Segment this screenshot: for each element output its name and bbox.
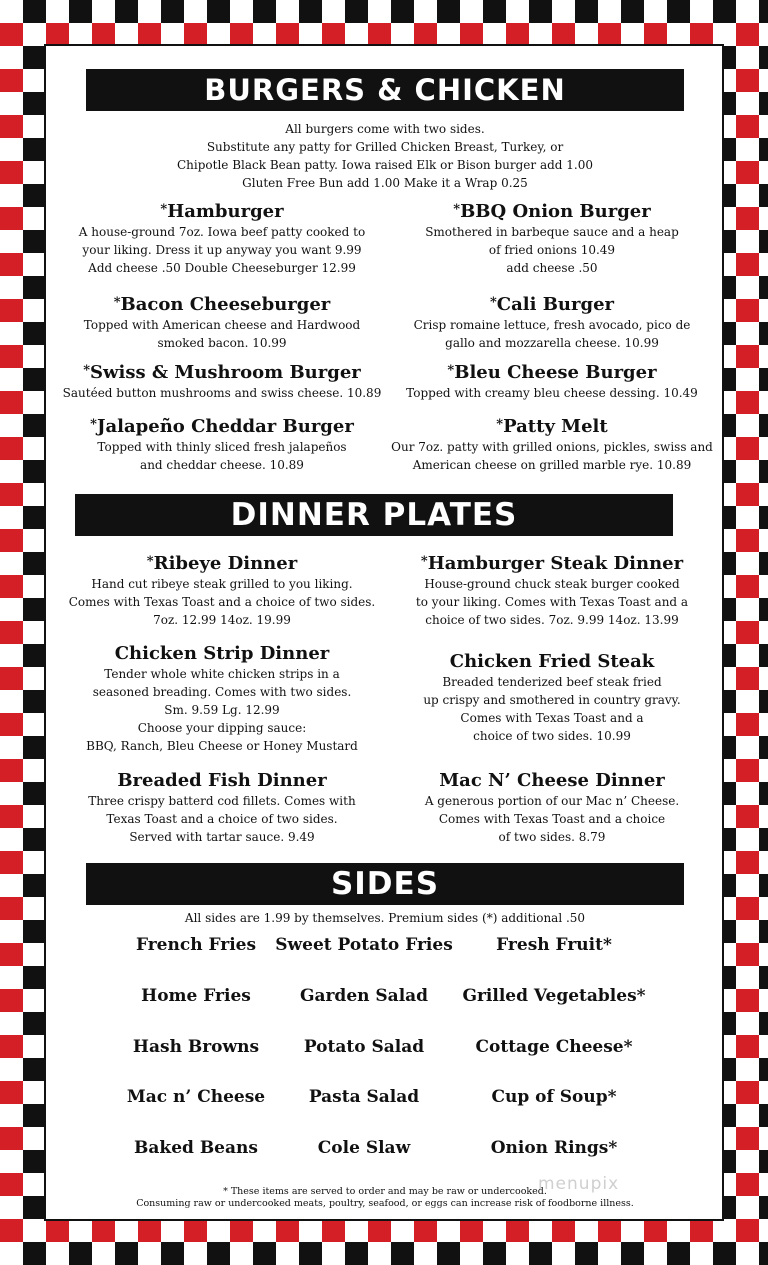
menu-item-chicken-fried-steak bbox=[382, 649, 722, 745]
item-desc: Comes with Texas Toast and a choice of two sides. bbox=[68, 595, 376, 609]
menu-item-jalapeno-cheddar-burger bbox=[52, 414, 392, 474]
item-name bbox=[52, 768, 392, 792]
side-item: Cottage Cheese* bbox=[475, 1037, 633, 1057]
menu-item-breaded-fish-dinner bbox=[52, 768, 392, 846]
item-desc: Breaded tenderized beef steak fried bbox=[442, 675, 662, 689]
menu-item-bleu-cheese-burger bbox=[382, 360, 722, 402]
item-desc: Sm. 9.59 Lg. 12.99 bbox=[164, 703, 280, 717]
item-star: * bbox=[447, 363, 455, 378]
item-star: * bbox=[113, 295, 121, 310]
item-desc: Add cheese .50 Double Cheeseburger 12.99 bbox=[88, 261, 356, 275]
item-star: * bbox=[489, 295, 497, 310]
side-item: Cup of Soup* bbox=[491, 1087, 617, 1107]
side-item: Hash Browns bbox=[132, 1037, 260, 1057]
side-item: French Fries bbox=[135, 935, 257, 955]
item-desc: and cheddar cheese. 10.89 bbox=[140, 458, 304, 472]
item-title: Swiss & Mushroom Burger bbox=[90, 362, 361, 383]
side-item: Grilled Vegetables* bbox=[462, 986, 646, 1006]
item-desc: Comes with Texas Toast and a choice bbox=[438, 812, 666, 826]
item-desc: House-ground chuck steak burger cooked bbox=[424, 577, 680, 591]
item-title: Chicken Fried Steak bbox=[449, 651, 655, 672]
menu-item-bacon-cheeseburger bbox=[52, 292, 392, 352]
intro-line: Gluten Free Bun add 1.00 Make it a Wrap 0.25 bbox=[242, 176, 528, 190]
intro-line: Substitute any patty for Grilled Chicken Breast, Turkey, or bbox=[206, 140, 564, 154]
footer-disclaimer bbox=[86, 1186, 684, 1210]
item-desc: to your liking. Comes with Texas Toast and a bbox=[415, 595, 689, 609]
item-desc: A house-ground 7oz. Iowa beef patty cooked to bbox=[78, 225, 366, 239]
footer-line: Consuming raw or undercooked meats, poultry, seafood, or eggs can increase risk of foodborne illness. bbox=[136, 1198, 634, 1209]
side-item: Cole Slaw bbox=[317, 1138, 411, 1158]
item-title: BBQ Onion Burger bbox=[460, 201, 651, 222]
item-name bbox=[52, 199, 392, 223]
item-star: * bbox=[420, 554, 428, 569]
menu-item-patty-melt bbox=[382, 414, 722, 474]
item-desc: Smothered in barbeque sauce and a heap bbox=[425, 225, 679, 239]
sides-note: All sides are 1.99 by themselves. Premium sides (*) additional .50 bbox=[184, 911, 586, 925]
item-star: * bbox=[160, 202, 168, 217]
menu-item-bbq-onion-burger bbox=[382, 199, 722, 277]
item-desc: American cheese on grilled marble rye. 10.89 bbox=[412, 458, 692, 472]
item-name bbox=[382, 292, 722, 316]
side-item: Potato Salad bbox=[303, 1037, 425, 1057]
item-title: Patty Melt bbox=[503, 416, 608, 437]
item-desc: choice of two sides. 10.99 bbox=[473, 729, 631, 743]
item-star: * bbox=[83, 363, 91, 378]
item-title: Mac N’ Cheese Dinner bbox=[439, 770, 665, 791]
sides-banner: SIDES bbox=[86, 863, 684, 905]
side-item: Fresh Fruit* bbox=[496, 935, 612, 955]
menu-item-ribeye-dinner bbox=[52, 551, 392, 629]
side-item: Sweet Potato Fries bbox=[275, 935, 453, 955]
item-star: * bbox=[90, 417, 97, 432]
item-desc: add cheese .50 bbox=[506, 261, 598, 275]
item-name bbox=[52, 641, 392, 665]
item-desc: Comes with Texas Toast and a bbox=[460, 711, 644, 725]
item-desc: 7oz. 12.99 14oz. 19.99 bbox=[153, 613, 291, 627]
item-desc: Served with tartar sauce. 9.49 bbox=[129, 830, 315, 844]
item-desc: Hand cut ribeye steak grilled to you liking. bbox=[91, 577, 353, 591]
item-name bbox=[52, 360, 392, 384]
menu-item-hamburger-steak-dinner bbox=[382, 551, 722, 629]
side-item: Home Fries bbox=[141, 986, 251, 1006]
item-name bbox=[382, 551, 722, 575]
item-title: Hamburger Steak Dinner bbox=[427, 553, 684, 574]
menu-item-swiss-mushroom-burger bbox=[52, 360, 392, 402]
item-desc: gallo and mozzarella cheese. 10.99 bbox=[445, 336, 659, 350]
item-desc: your liking. Dress it up anyway you want 9.99 bbox=[82, 243, 362, 257]
burgers-intro bbox=[86, 120, 684, 192]
item-title: Breaded Fish Dinner bbox=[117, 770, 327, 791]
item-name bbox=[382, 360, 722, 384]
item-desc: seasoned breading. Comes with two sides. bbox=[92, 685, 352, 699]
item-title: Hamburger bbox=[167, 201, 284, 222]
side-item: Onion Rings* bbox=[490, 1138, 618, 1158]
item-name bbox=[52, 551, 392, 575]
item-desc: Choose your dipping sauce: bbox=[137, 721, 307, 735]
item-desc: Topped with American cheese and Hardwood bbox=[83, 318, 361, 332]
footer-line: * These items are served to order and may be raw or undercooked. bbox=[223, 1186, 547, 1197]
side-item: Baked Beans bbox=[134, 1138, 258, 1158]
item-desc: Sautéed button mushrooms and swiss cheese. 10.89 bbox=[62, 386, 382, 400]
item-star: * bbox=[453, 202, 461, 217]
item-name bbox=[382, 199, 722, 223]
item-desc: A generous portion of our Mac n’ Cheese. bbox=[424, 794, 680, 808]
side-item: Pasta Salad bbox=[308, 1087, 420, 1107]
item-title: Bacon Cheeseburger bbox=[120, 294, 331, 315]
item-desc: Crisp romaine lettuce, fresh avocado, pico de bbox=[413, 318, 691, 332]
menu-item-cali-burger bbox=[382, 292, 722, 352]
item-desc: up crispy and smothered in country gravy. bbox=[423, 693, 681, 707]
item-title: Jalapeño Cheddar Burger bbox=[96, 416, 354, 437]
item-desc: Our 7oz. patty with grilled onions, pickles, swiss and bbox=[391, 440, 713, 454]
item-desc: Three crispy batterd cod fillets. Comes with bbox=[88, 794, 356, 808]
item-name bbox=[382, 649, 722, 673]
item-title: Cali Burger bbox=[496, 294, 615, 315]
item-title: Ribeye Dinner bbox=[153, 553, 298, 574]
item-desc: smoked bacon. 10.99 bbox=[157, 336, 287, 350]
dinner-banner: DINNER PLATES bbox=[75, 494, 673, 536]
item-desc: choice of two sides. 7oz. 9.99 14oz. 13.99 bbox=[425, 613, 679, 627]
item-title: Chicken Strip Dinner bbox=[114, 643, 330, 664]
item-name bbox=[382, 768, 722, 792]
item-name bbox=[52, 414, 392, 438]
item-star: * bbox=[146, 554, 154, 569]
menu-panel bbox=[44, 44, 724, 1221]
item-desc: of fried onions 10.49 bbox=[488, 243, 616, 257]
item-desc: of two sides. 8.79 bbox=[498, 830, 606, 844]
item-desc: Tender whole white chicken strips in a bbox=[104, 667, 340, 681]
item-desc: Texas Toast and a choice of two sides. bbox=[106, 812, 338, 826]
menu-item-chicken-strip-dinner bbox=[52, 641, 392, 755]
intro-line: All burgers come with two sides. bbox=[285, 122, 485, 136]
item-desc: Topped with creamy bleu cheese dessing. 10.49 bbox=[406, 386, 698, 400]
side-item: Mac n’ Cheese bbox=[126, 1087, 266, 1107]
item-name bbox=[52, 292, 392, 316]
side-item: Garden Salad bbox=[299, 986, 429, 1006]
intro-line: Chipotle Black Bean patty. Iowa raised Elk or Bison burger add 1.00 bbox=[176, 158, 594, 172]
item-desc: Topped with thinly sliced fresh jalapeños bbox=[97, 440, 347, 454]
burgers-banner: BURGERS & CHICKEN bbox=[86, 69, 684, 111]
menu-item-mac-n-cheese-dinner bbox=[382, 768, 722, 846]
item-title: Bleu Cheese Burger bbox=[454, 362, 657, 383]
item-star: * bbox=[496, 417, 504, 432]
watermark: menupix bbox=[538, 1174, 620, 1194]
item-desc: BBQ, Ranch, Bleu Cheese or Honey Mustard bbox=[86, 739, 358, 753]
item-name bbox=[382, 414, 722, 438]
menu-item-hamburger bbox=[52, 199, 392, 277]
